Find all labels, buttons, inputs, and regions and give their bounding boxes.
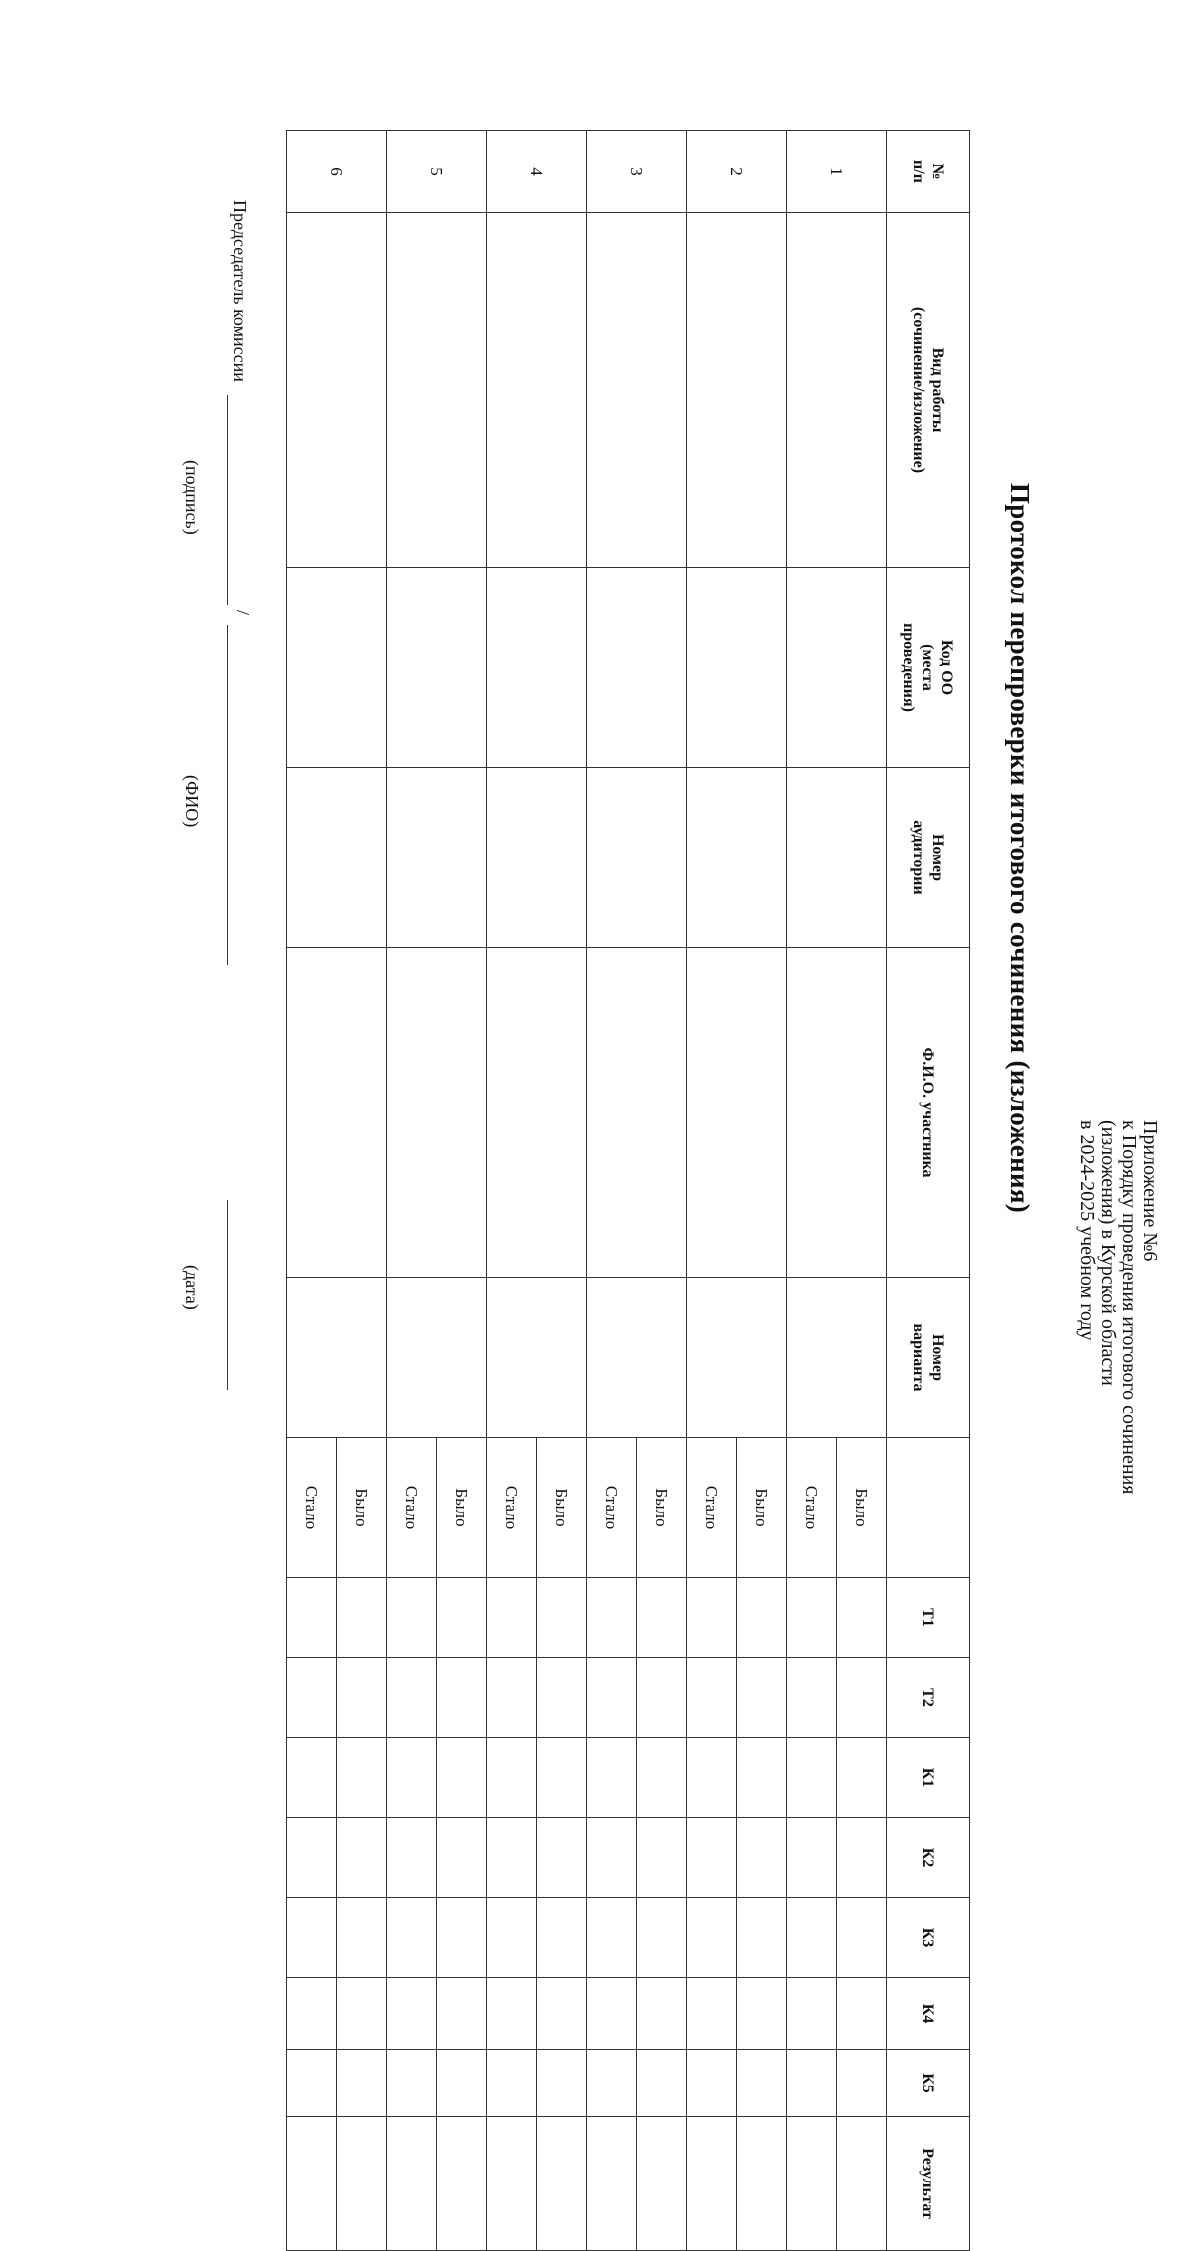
appendix-line: к Порядку проведения итогового сочинения [1118, 1120, 1140, 1495]
cell-k2[interactable] [587, 1818, 637, 1898]
appendix-line: в 2024-2025 учебном году [1076, 1120, 1098, 1341]
cell-k3[interactable] [437, 1898, 487, 1978]
cell-k5[interactable] [287, 2050, 337, 2117]
row-number: 1 [787, 131, 887, 213]
header-t1: Т1 [887, 1578, 970, 1658]
cell-result[interactable] [787, 2117, 837, 2251]
cell-k3[interactable] [587, 1898, 637, 1978]
cell-k1[interactable] [487, 1738, 537, 1818]
header-k1: К1 [887, 1738, 970, 1818]
cell-k4[interactable] [437, 1978, 487, 2050]
header-participant: Ф.И.О. участника [887, 948, 970, 1278]
header-text: Номер [929, 1333, 946, 1382]
cell-k1[interactable] [687, 1738, 737, 1818]
date-line[interactable] [227, 1200, 228, 1390]
cell-result[interactable] [487, 2117, 537, 2251]
cell-k2[interactable] [337, 1818, 387, 1898]
state-before: Было [837, 1438, 887, 1578]
appendix-line: Приложение №6 [1139, 1120, 1161, 1262]
state-after: Стало [387, 1438, 437, 1578]
cell-k4[interactable] [587, 1978, 637, 2050]
state-after: Стало [487, 1438, 537, 1578]
cell-k3[interactable] [687, 1898, 737, 1978]
state-after: Стало [287, 1438, 337, 1578]
header-k4: К4 [887, 1978, 970, 2050]
cell-k4[interactable] [837, 1978, 887, 2050]
cell-k5[interactable] [537, 2050, 587, 2117]
cell-result[interactable] [287, 2117, 337, 2251]
cell-k4[interactable] [387, 1978, 437, 2050]
cell-k3[interactable] [487, 1898, 537, 1978]
cell-result[interactable] [637, 2117, 687, 2251]
cell-k1[interactable] [287, 1738, 337, 1818]
state-before: Было [337, 1438, 387, 1578]
cell-k3[interactable] [737, 1898, 787, 1978]
header-text: аудитории [910, 820, 927, 895]
cell-k1[interactable] [837, 1738, 887, 1818]
state-before: Было [737, 1438, 787, 1578]
chair-label: Председатель комиссии [230, 200, 250, 382]
cell-k1[interactable] [437, 1738, 487, 1818]
cell-k2[interactable] [637, 1818, 687, 1898]
cell-result[interactable] [437, 2117, 487, 2251]
cell-k1[interactable] [587, 1738, 637, 1818]
cell-k3[interactable] [837, 1898, 887, 1978]
cell-result[interactable] [687, 2117, 737, 2251]
separator-slash: / [233, 610, 253, 616]
header-text: (места [919, 644, 937, 691]
cell-k4[interactable] [637, 1978, 687, 2050]
name-line[interactable] [227, 625, 228, 965]
cell-k1[interactable] [637, 1738, 687, 1818]
cell-k2[interactable] [387, 1818, 437, 1898]
signature-line[interactable] [227, 395, 228, 605]
cell-k1[interactable] [537, 1738, 587, 1818]
cell-k4[interactable] [687, 1978, 737, 2050]
state-before: Было [437, 1438, 487, 1578]
header-k2: К2 [887, 1818, 970, 1898]
header-result: Результат [887, 2117, 970, 2251]
cell-k4[interactable] [487, 1978, 537, 2050]
cell-k4[interactable] [737, 1978, 787, 2050]
appendix-line: (изложения) в Курской области [1097, 1120, 1119, 1386]
cell-k3[interactable] [287, 1898, 337, 1978]
document-title: Протокол перепроверки итогового сочинения (изложения) [1005, 482, 1035, 1214]
cell-k2[interactable] [687, 1818, 737, 1898]
cell-k5[interactable] [487, 2050, 537, 2117]
cell-result[interactable] [587, 2117, 637, 2251]
cell-k2[interactable] [837, 1818, 887, 1898]
row-number: 4 [487, 131, 587, 213]
cell-k5[interactable] [687, 2050, 737, 2117]
signature-caption: (подпись) [182, 460, 202, 535]
cell-k5[interactable] [437, 2050, 487, 2117]
row-number: 2 [687, 131, 787, 213]
header-text: Номер [929, 833, 946, 882]
cell-result[interactable] [537, 2117, 587, 2251]
cell-k1[interactable] [737, 1738, 787, 1818]
cell-k3[interactable] [387, 1898, 437, 1978]
state-before: Было [537, 1438, 587, 1578]
row-number: 3 [587, 131, 687, 213]
cell-k4[interactable] [287, 1978, 337, 2050]
header-k5: К5 [887, 2050, 970, 2117]
state-after: Стало [787, 1438, 837, 1578]
cell-k4[interactable] [337, 1978, 387, 2050]
cell-k1[interactable] [387, 1738, 437, 1818]
cell-k2[interactable] [287, 1818, 337, 1898]
header-text: № [929, 163, 946, 180]
cell-k1[interactable] [787, 1738, 837, 1818]
cell-result[interactable] [387, 2117, 437, 2251]
header-text: Вид работы [929, 347, 946, 433]
header-text: проведения) [900, 623, 918, 712]
header-k3: К3 [887, 1898, 970, 1978]
header-t2: Т2 [887, 1658, 970, 1738]
cell-k2[interactable] [487, 1818, 537, 1898]
cell-result[interactable] [837, 2117, 887, 2251]
header-text: варианта [910, 1323, 927, 1392]
row-number: 6 [287, 131, 387, 213]
header-text: Код ОО [938, 639, 956, 696]
cell-k3[interactable] [787, 1898, 837, 1978]
cell-k3[interactable] [637, 1898, 687, 1978]
cell-k2[interactable] [537, 1818, 587, 1898]
cell-k5[interactable] [587, 2050, 637, 2117]
cell-result[interactable] [337, 2117, 387, 2251]
cell-k5[interactable] [737, 2050, 787, 2117]
cell-k3[interactable] [337, 1898, 387, 1978]
state-before: Было [637, 1438, 687, 1578]
cell-k1[interactable] [337, 1738, 387, 1818]
name-caption: (ФИО) [182, 775, 202, 828]
cell-k4[interactable] [537, 1978, 587, 2050]
date-caption: (дата) [182, 1265, 202, 1310]
cell-k2[interactable] [787, 1818, 837, 1898]
state-after: Стало [687, 1438, 737, 1578]
cell-k2[interactable] [437, 1818, 487, 1898]
cell-k5[interactable] [637, 2050, 687, 2117]
cell-k4[interactable] [787, 1978, 837, 2050]
cell-result[interactable] [737, 2117, 787, 2251]
cell-k3[interactable] [537, 1898, 587, 1978]
cell-k5[interactable] [387, 2050, 437, 2117]
cell-k5[interactable] [837, 2050, 887, 2117]
header-text: (сочинение/изложение) [910, 306, 927, 474]
cell-k5[interactable] [787, 2050, 837, 2117]
header-text: п/п [910, 160, 927, 183]
cell-k5[interactable] [337, 2050, 387, 2117]
state-after: Стало [587, 1438, 637, 1578]
row-number: 5 [387, 131, 487, 213]
cell-k2[interactable] [737, 1818, 787, 1898]
